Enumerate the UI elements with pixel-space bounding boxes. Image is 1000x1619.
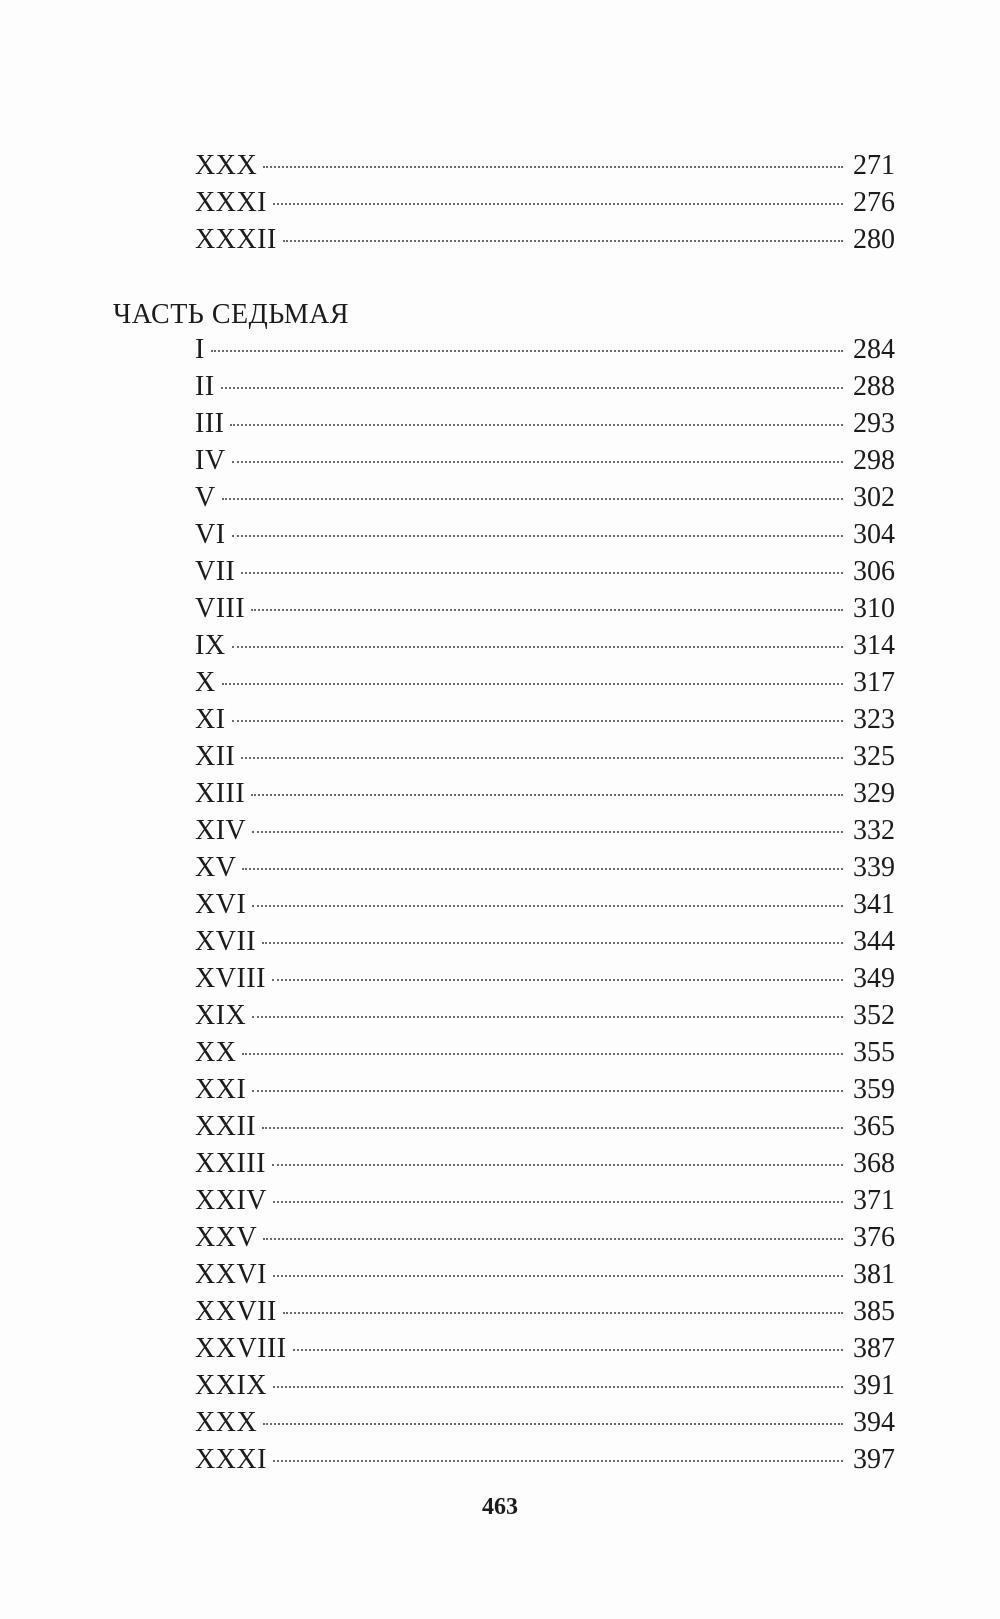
toc-entry [195, 1071, 895, 1108]
page-reference: 271 [853, 150, 895, 181]
chapter-number: XIX [195, 1000, 247, 1031]
page-reference: 344 [853, 926, 895, 957]
dot-leader [293, 1349, 843, 1351]
chapter-number: XXXI [195, 1444, 267, 1475]
toc-entry [195, 405, 895, 442]
toc-entry [195, 221, 895, 258]
page-reference: 368 [853, 1148, 895, 1179]
dot-leader [242, 1053, 843, 1055]
chapter-number: XXV [195, 1222, 258, 1253]
page-reference: 339 [853, 852, 895, 883]
toc-entry [195, 923, 895, 960]
chapter-number: XXX [195, 1407, 258, 1438]
dot-leader [252, 831, 843, 833]
page-reference: 280 [853, 224, 895, 255]
chapter-number: XIII [195, 778, 246, 809]
chapter-number: IV [195, 445, 226, 476]
dot-leader [273, 1275, 843, 1277]
toc-entry [195, 738, 895, 775]
page-reference: 304 [853, 519, 895, 550]
toc-entry [195, 701, 895, 738]
dot-leader [273, 203, 843, 205]
page-reference: 317 [853, 667, 895, 698]
page-reference: 323 [853, 704, 895, 735]
chapter-number: XXVIII [195, 1333, 287, 1364]
toc-entry [195, 1256, 895, 1293]
dot-leader [273, 1201, 843, 1203]
dot-leader [230, 424, 843, 426]
page-reference: 302 [853, 482, 895, 513]
page-reference: 293 [853, 408, 895, 439]
chapter-number: XXVII [195, 1296, 277, 1327]
page-reference: 387 [853, 1333, 895, 1364]
page-reference: 391 [853, 1370, 895, 1401]
page-reference: 332 [853, 815, 895, 846]
toc-entry [195, 1034, 895, 1071]
page-reference: 352 [853, 1000, 895, 1031]
chapter-number: XXIV [195, 1185, 267, 1216]
page-reference: 349 [853, 963, 895, 994]
dot-leader [221, 387, 843, 389]
dot-leader [222, 498, 843, 500]
dot-leader [262, 1127, 843, 1129]
page-reference: 276 [853, 187, 895, 218]
dot-leader [232, 461, 843, 463]
chapter-number: XVI [195, 889, 247, 920]
toc-entry [195, 590, 895, 627]
toc-entry [195, 886, 895, 923]
dot-leader [251, 794, 843, 796]
page-reference: 298 [853, 445, 895, 476]
toc-entry [195, 1330, 895, 1367]
page-reference: 325 [853, 741, 895, 772]
toc-entry [195, 812, 895, 849]
chapter-number: XVII [195, 926, 257, 957]
page-reference: 381 [853, 1259, 895, 1290]
chapter-number: XX [195, 1037, 237, 1068]
dot-leader [273, 1460, 843, 1462]
chapter-number: XI [195, 704, 226, 735]
toc-entry [195, 1404, 895, 1441]
toc-entry [195, 331, 895, 368]
toc-entry [195, 1293, 895, 1330]
dot-leader [252, 905, 843, 907]
toc-entry [195, 1182, 895, 1219]
page-reference: 397 [853, 1444, 895, 1475]
dot-leader [222, 683, 843, 685]
dot-leader [241, 757, 843, 759]
toc-entry [195, 664, 895, 701]
chapter-number: XXXII [195, 224, 277, 255]
dot-leader [263, 1423, 843, 1425]
toc-entry [195, 960, 895, 997]
toc-continued-list [195, 147, 895, 258]
chapter-number: XXX [195, 150, 258, 181]
chapter-number: XXXI [195, 187, 267, 218]
dot-leader [242, 868, 843, 870]
chapter-number: XXI [195, 1074, 247, 1105]
part-seven-chapter-list [195, 331, 895, 1478]
dot-leader [273, 1386, 843, 1388]
chapter-number: XVIII [195, 963, 266, 994]
toc-entry [195, 1219, 895, 1256]
page-reference: 341 [853, 889, 895, 920]
chapter-number: V [195, 482, 216, 513]
dot-leader [232, 535, 843, 537]
toc-entry [195, 1108, 895, 1145]
page-reference: 306 [853, 556, 895, 587]
dot-leader [283, 240, 843, 242]
dot-leader [241, 572, 843, 574]
page-reference: 359 [853, 1074, 895, 1105]
page-reference: 355 [853, 1037, 895, 1068]
page-reference: 365 [853, 1111, 895, 1142]
toc-entry [195, 516, 895, 553]
dot-leader [211, 350, 843, 352]
page-reference: 310 [853, 593, 895, 624]
dot-leader [263, 1238, 843, 1240]
chapter-number: XII [195, 741, 236, 772]
chapter-number: IX [195, 630, 226, 661]
dot-leader [262, 942, 843, 944]
page-reference: 376 [853, 1222, 895, 1253]
toc-entry [195, 147, 895, 184]
toc-entry [195, 997, 895, 1034]
toc-entry [195, 479, 895, 516]
toc-entry [195, 442, 895, 479]
toc-entry [195, 368, 895, 405]
dot-leader [252, 1016, 843, 1018]
page-reference: 394 [853, 1407, 895, 1438]
dot-leader [272, 979, 843, 981]
chapter-number: III [195, 408, 225, 439]
chapter-number: XXIII [195, 1148, 266, 1179]
chapter-number: XIV [195, 815, 247, 846]
page-reference: 288 [853, 371, 895, 402]
chapter-number: II [195, 371, 215, 402]
dot-leader [283, 1312, 843, 1314]
chapter-number: I [195, 334, 205, 365]
toc-entry [195, 849, 895, 886]
chapter-number: VI [195, 519, 226, 550]
chapter-number: X [195, 667, 216, 698]
page-reference: 284 [853, 334, 895, 365]
dot-leader [232, 720, 843, 722]
chapter-number: XXIX [195, 1370, 267, 1401]
chapter-number: XXII [195, 1111, 257, 1142]
toc-entry [195, 627, 895, 664]
chapter-number: XXVI [195, 1259, 267, 1290]
toc-entry [195, 1367, 895, 1404]
dot-leader [251, 609, 843, 611]
dot-leader [272, 1164, 843, 1166]
page-reference: 371 [853, 1185, 895, 1216]
toc-entry [195, 1145, 895, 1182]
chapter-number: VIII [195, 593, 246, 624]
dot-leader [232, 646, 843, 648]
dot-leader [252, 1090, 843, 1092]
page-reference: 314 [853, 630, 895, 661]
toc-entry [195, 1441, 895, 1478]
toc-entry [195, 184, 895, 221]
chapter-number: XV [195, 852, 237, 883]
page-number: 463 [482, 1494, 518, 1520]
part-heading: ЧАСТЬ СЕДЬМАЯ [113, 299, 350, 330]
toc-entry [195, 553, 895, 590]
page-reference: 329 [853, 778, 895, 809]
dot-leader [263, 166, 843, 168]
toc-entry [195, 775, 895, 812]
chapter-number: VII [195, 556, 236, 587]
page-reference: 385 [853, 1296, 895, 1327]
